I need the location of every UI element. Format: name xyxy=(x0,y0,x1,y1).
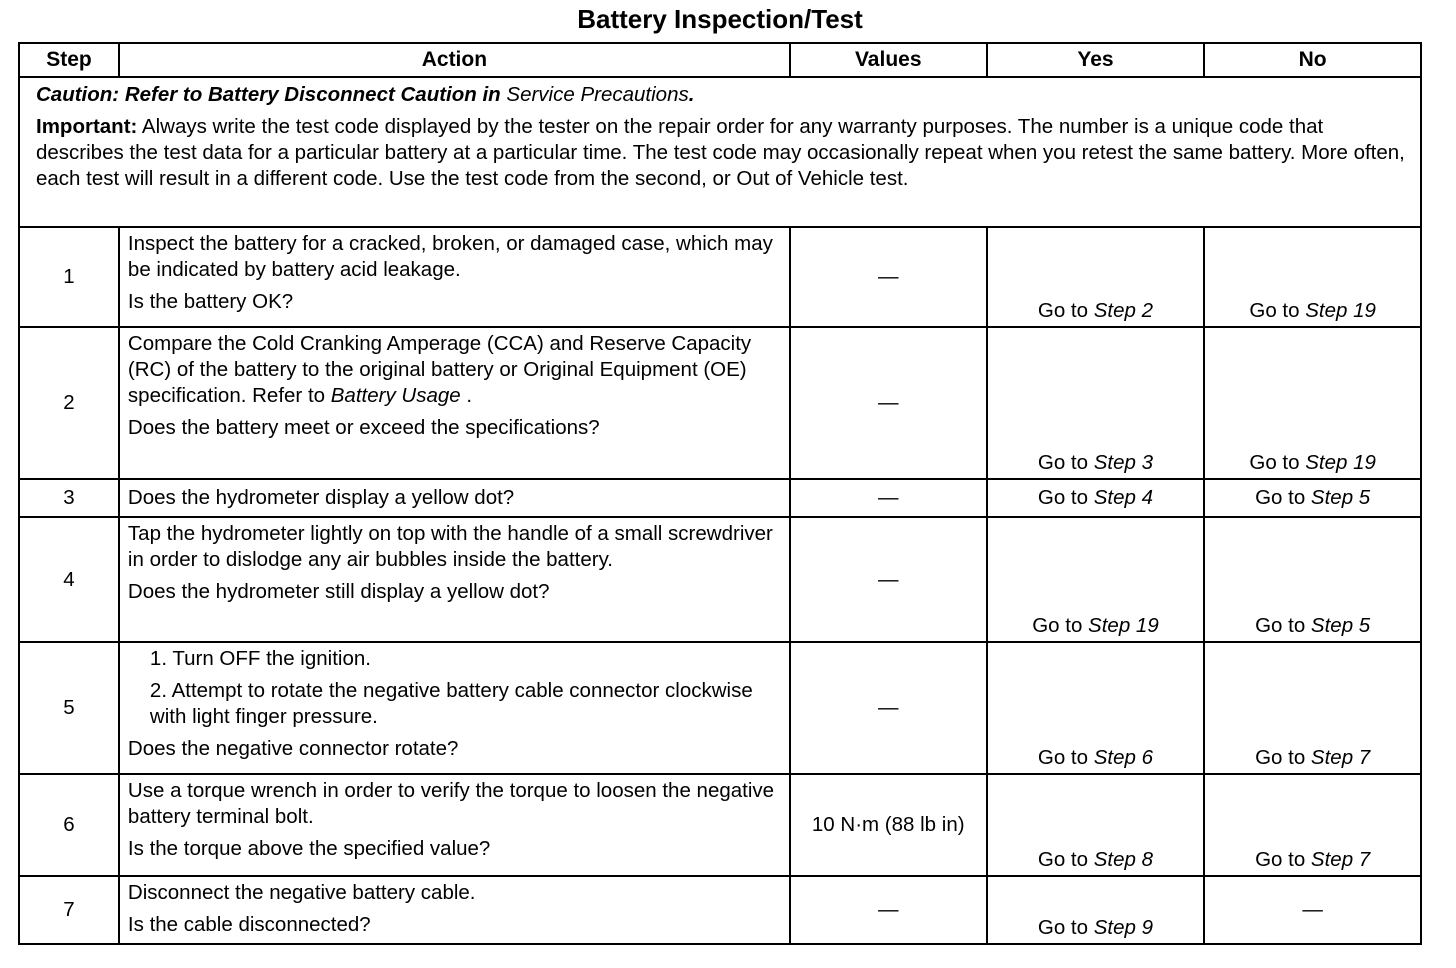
action-text xyxy=(128,778,781,830)
step-number: 7 xyxy=(19,876,119,944)
yes-prefix: Go to xyxy=(1037,746,1094,769)
action-cell xyxy=(119,327,790,479)
question: Does the negative connector rotate? xyxy=(127,737,459,760)
value-cell: — xyxy=(790,227,987,327)
action-suffix: . xyxy=(460,384,473,407)
action-cell xyxy=(119,774,790,876)
step-number: 3 xyxy=(19,479,119,517)
notes-row xyxy=(19,77,1421,227)
question: Is the cable disconnected? xyxy=(127,913,371,936)
yes-step-link[interactable]: Step 6 xyxy=(1093,746,1154,769)
value-cell: 10 N·m (88 lb in) xyxy=(790,774,987,876)
action-text xyxy=(128,331,781,409)
yes-cell xyxy=(987,227,1205,327)
header-no: No xyxy=(1204,43,1421,77)
yes-step-link[interactable]: Step 9 xyxy=(1093,916,1154,939)
no-step-link[interactable]: Step 5 xyxy=(1310,486,1371,509)
no-cell xyxy=(1204,876,1421,944)
no-cell xyxy=(1204,517,1421,642)
action-text xyxy=(128,880,781,906)
table-row xyxy=(19,642,1421,774)
value-cell: — xyxy=(790,479,987,517)
no-step-link[interactable]: Step 7 xyxy=(1310,746,1371,769)
value-cell: — xyxy=(790,876,987,944)
action-text xyxy=(128,521,781,573)
step-number: 5 xyxy=(19,642,119,774)
table-row xyxy=(19,774,1421,876)
table-header xyxy=(19,43,1421,77)
action: Compare the Cold Cranking Amperage (CCA) and Reserve Capacity (RC) of the battery to the original battery or Original Equipment (OE) specification. Refer to xyxy=(127,332,752,407)
question: Does the battery meet or exceed the specifications? xyxy=(127,416,600,439)
battery-test-table xyxy=(18,42,1422,945)
header-step: Step xyxy=(19,43,119,77)
important-label: Important: xyxy=(36,115,138,138)
no-cell xyxy=(1204,227,1421,327)
header-values: Values xyxy=(790,43,987,77)
no-prefix: Go to xyxy=(1249,299,1306,322)
value-cell: — xyxy=(790,327,987,479)
action-cell xyxy=(119,642,790,774)
action-cell xyxy=(119,479,790,517)
yes-step-link[interactable]: Step 2 xyxy=(1093,299,1154,322)
no-step-link[interactable]: Step 19 xyxy=(1305,299,1376,322)
yes-step-link[interactable]: Step 19 xyxy=(1088,614,1159,637)
yes-prefix: Go to xyxy=(1037,451,1094,474)
caution-text: Caution: Refer to Battery Disconnect Caution in xyxy=(36,83,507,106)
important-text: Always write the test code displayed by the tester on the repair order for any warranty purposes. The number is a unique code that describes the test data for a particular battery at a particular time. The test code may occasionally repeat when you retest the same battery. More often, each test will result in a different code. Use the test code from the second, or Out of Vehicle test. xyxy=(36,115,1405,190)
value-cell: — xyxy=(790,642,987,774)
action: Use a torque wrench in order to verify the torque to loosen the negative battery terminal bolt. xyxy=(127,779,775,828)
no-step-link[interactable]: Step 5 xyxy=(1310,614,1371,637)
yes-prefix: Go to xyxy=(1037,486,1094,509)
no-value: — xyxy=(1302,898,1323,921)
value-cell: — xyxy=(790,517,987,642)
important-note xyxy=(36,114,1410,192)
action-cell xyxy=(119,517,790,642)
list-item: 2. Attempt to rotate the negative battery cable connector clockwise with light finger pressure. xyxy=(149,679,753,728)
step-number: 4 xyxy=(19,517,119,642)
no-cell xyxy=(1204,327,1421,479)
yes-cell xyxy=(987,876,1205,944)
table-row xyxy=(19,517,1421,642)
yes-step-link[interactable]: Step 8 xyxy=(1093,848,1154,871)
no-prefix: Go to xyxy=(1255,848,1311,871)
step-number: 6 xyxy=(19,774,119,876)
no-step-link[interactable]: Step 19 xyxy=(1305,451,1376,474)
yes-step-link[interactable]: Step 4 xyxy=(1093,486,1154,509)
no-prefix: Go to xyxy=(1255,486,1311,509)
action-ref: Battery Usage xyxy=(330,384,461,407)
table-row xyxy=(19,479,1421,517)
yes-cell xyxy=(987,774,1205,876)
question: Is the torque above the specified value? xyxy=(127,837,491,860)
caution-ref: Service Precautions xyxy=(506,83,689,106)
caution-suffix: . xyxy=(688,83,695,106)
no-prefix: Go to xyxy=(1249,451,1306,474)
action-text xyxy=(128,231,781,283)
no-cell xyxy=(1204,774,1421,876)
action: Inspect the battery for a cracked, broken, or damaged case, which may be indicated by battery acid leakage. xyxy=(127,232,773,281)
question: Does the hydrometer display a yellow dot? xyxy=(127,486,515,509)
question: Does the hydrometer still display a yellow dot? xyxy=(127,580,550,603)
header-yes: Yes xyxy=(987,43,1205,77)
yes-cell xyxy=(987,327,1205,479)
yes-step-link[interactable]: Step 3 xyxy=(1093,451,1154,474)
step-number: 1 xyxy=(19,227,119,327)
caution-note xyxy=(36,82,1410,108)
table-row xyxy=(19,327,1421,479)
table-row xyxy=(19,227,1421,327)
question: Is the battery OK? xyxy=(127,290,294,313)
no-prefix: Go to xyxy=(1255,614,1311,637)
action: Tap the hydrometer lightly on top with the handle of a small screwdriver in order to dislodge any air bubbles inside the battery. xyxy=(127,522,773,571)
table-row xyxy=(19,876,1421,944)
no-cell xyxy=(1204,642,1421,774)
yes-prefix: Go to xyxy=(1032,614,1089,637)
step-number: 2 xyxy=(19,327,119,479)
page-title: Battery Inspection/Test xyxy=(577,4,863,34)
yes-cell xyxy=(987,517,1205,642)
header-action: Action xyxy=(119,43,790,77)
no-cell xyxy=(1204,479,1421,517)
yes-prefix: Go to xyxy=(1037,299,1094,322)
list-item: 1. Turn OFF the ignition. xyxy=(149,647,371,670)
yes-cell xyxy=(987,479,1205,517)
yes-cell xyxy=(987,642,1205,774)
action-cell xyxy=(119,876,790,944)
action: Disconnect the negative battery cable. xyxy=(127,881,476,904)
yes-prefix: Go to xyxy=(1037,848,1094,871)
no-prefix: Go to xyxy=(1255,746,1311,769)
action-cell xyxy=(119,227,790,327)
yes-prefix: Go to xyxy=(1037,916,1094,939)
no-step-link[interactable]: Step 7 xyxy=(1310,848,1371,871)
